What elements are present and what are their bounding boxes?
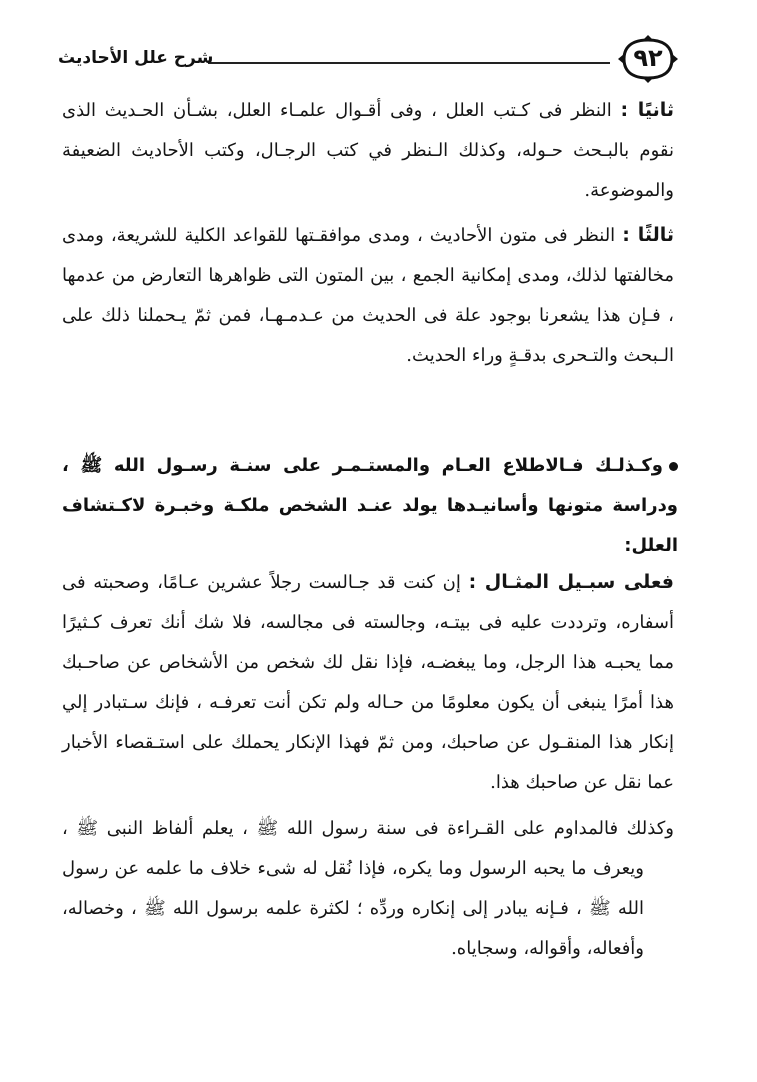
paragraph-second (62, 90, 674, 211)
text-block-top (62, 90, 674, 376)
paragraph-text: النظر فى متون الأحاديث ، ومدى موافقـتها للقواعد الكلية للشريعة، ومدى مخالفتها لذلك، ومدى إمكانية الجمع ، بين المتون التى ظواهرها التعارض من عدمها ، فـإن هذا يشعرنا بوجود علة فى الحديث من عـدمـهـا، فمن ثمّ يـحملنا ذلك على الـبحث والتـحرى بدقـةٍ وراء الحديث. (62, 225, 674, 366)
header-divider (208, 62, 610, 64)
section-heading-text: وكـذلـك فـالاطلاع العـام والمستـمـر على سنـة رسـول الله ﷺ ، ودراسة متونها وأسانيـدها يولد عنـد الشخص ملكـة وخبـرة لاكـتشاف العلل: (62, 455, 678, 556)
page-header (58, 34, 680, 86)
page-number: ٩٢ (633, 44, 663, 72)
paragraph-text: وكذلك فالمداوم على القـراءة فى سنة رسول الله ﷺ ، يعلم ألفاظ النبى ﷺ ، ويعرف ما يحبه الرسول وما يكره، فإذا نُقل له شىء خلاف ما علمه عن رسول الله ﷺ ، فـإنه يبادر إلى إنكاره وردِّه ؛ لكثرة علمه برسول الله ﷺ ، وخصاله، وأفعاله، وأقواله، وسجاياه. (62, 818, 674, 959)
paragraph-lead: ثالثًا : (622, 224, 674, 246)
paragraph-example (62, 562, 674, 803)
paragraph-text: النظر فى كـتب العلل ، وفى أقـوال علمـاء العلل، بشـأن الحـديث الذى نقوم بالبـحث حـوله، وكذلك الـنظر في كتب الرجـال، وكتب الأحاديث الضعيفة والموضوعة. (62, 100, 674, 201)
paragraph-third (62, 215, 674, 376)
paragraph-text: إن كنت قد جـالست رجلاً عشرين عـامًا، وصحبته فى أسفاره، وترددت عليه فى بيتـه، وجالسته فى مجالسه، فلا شك أنك تعرف كـثيرًا مما يحبـه هذا الرجل، وما يبغضـه، فإذا نقل لك شخص من الأشخاص عن صاحـبك هذا أمرًا ينبغى أن يكون معلومًا من حـاله ولم تكن أنت تعرفـه ، فإنك سـتبادر إلي إنكار هذا المنقـول عن صاحبك، ومن ثمّ فهذا الإنكار يحملك على استـقصاء الأخبار عما نقل عن صاحبك هذا. (62, 572, 674, 793)
paragraph-lead: ثانيًا : (620, 99, 674, 121)
text-block-bottom (62, 562, 674, 969)
bullet-icon (669, 462, 678, 471)
section-heading (62, 446, 678, 566)
running-title: شرح علل الأحاديث (58, 48, 214, 68)
paragraph-closing (62, 809, 674, 969)
paragraph-lead: فعلى سبـيل المثـال : (468, 571, 674, 593)
